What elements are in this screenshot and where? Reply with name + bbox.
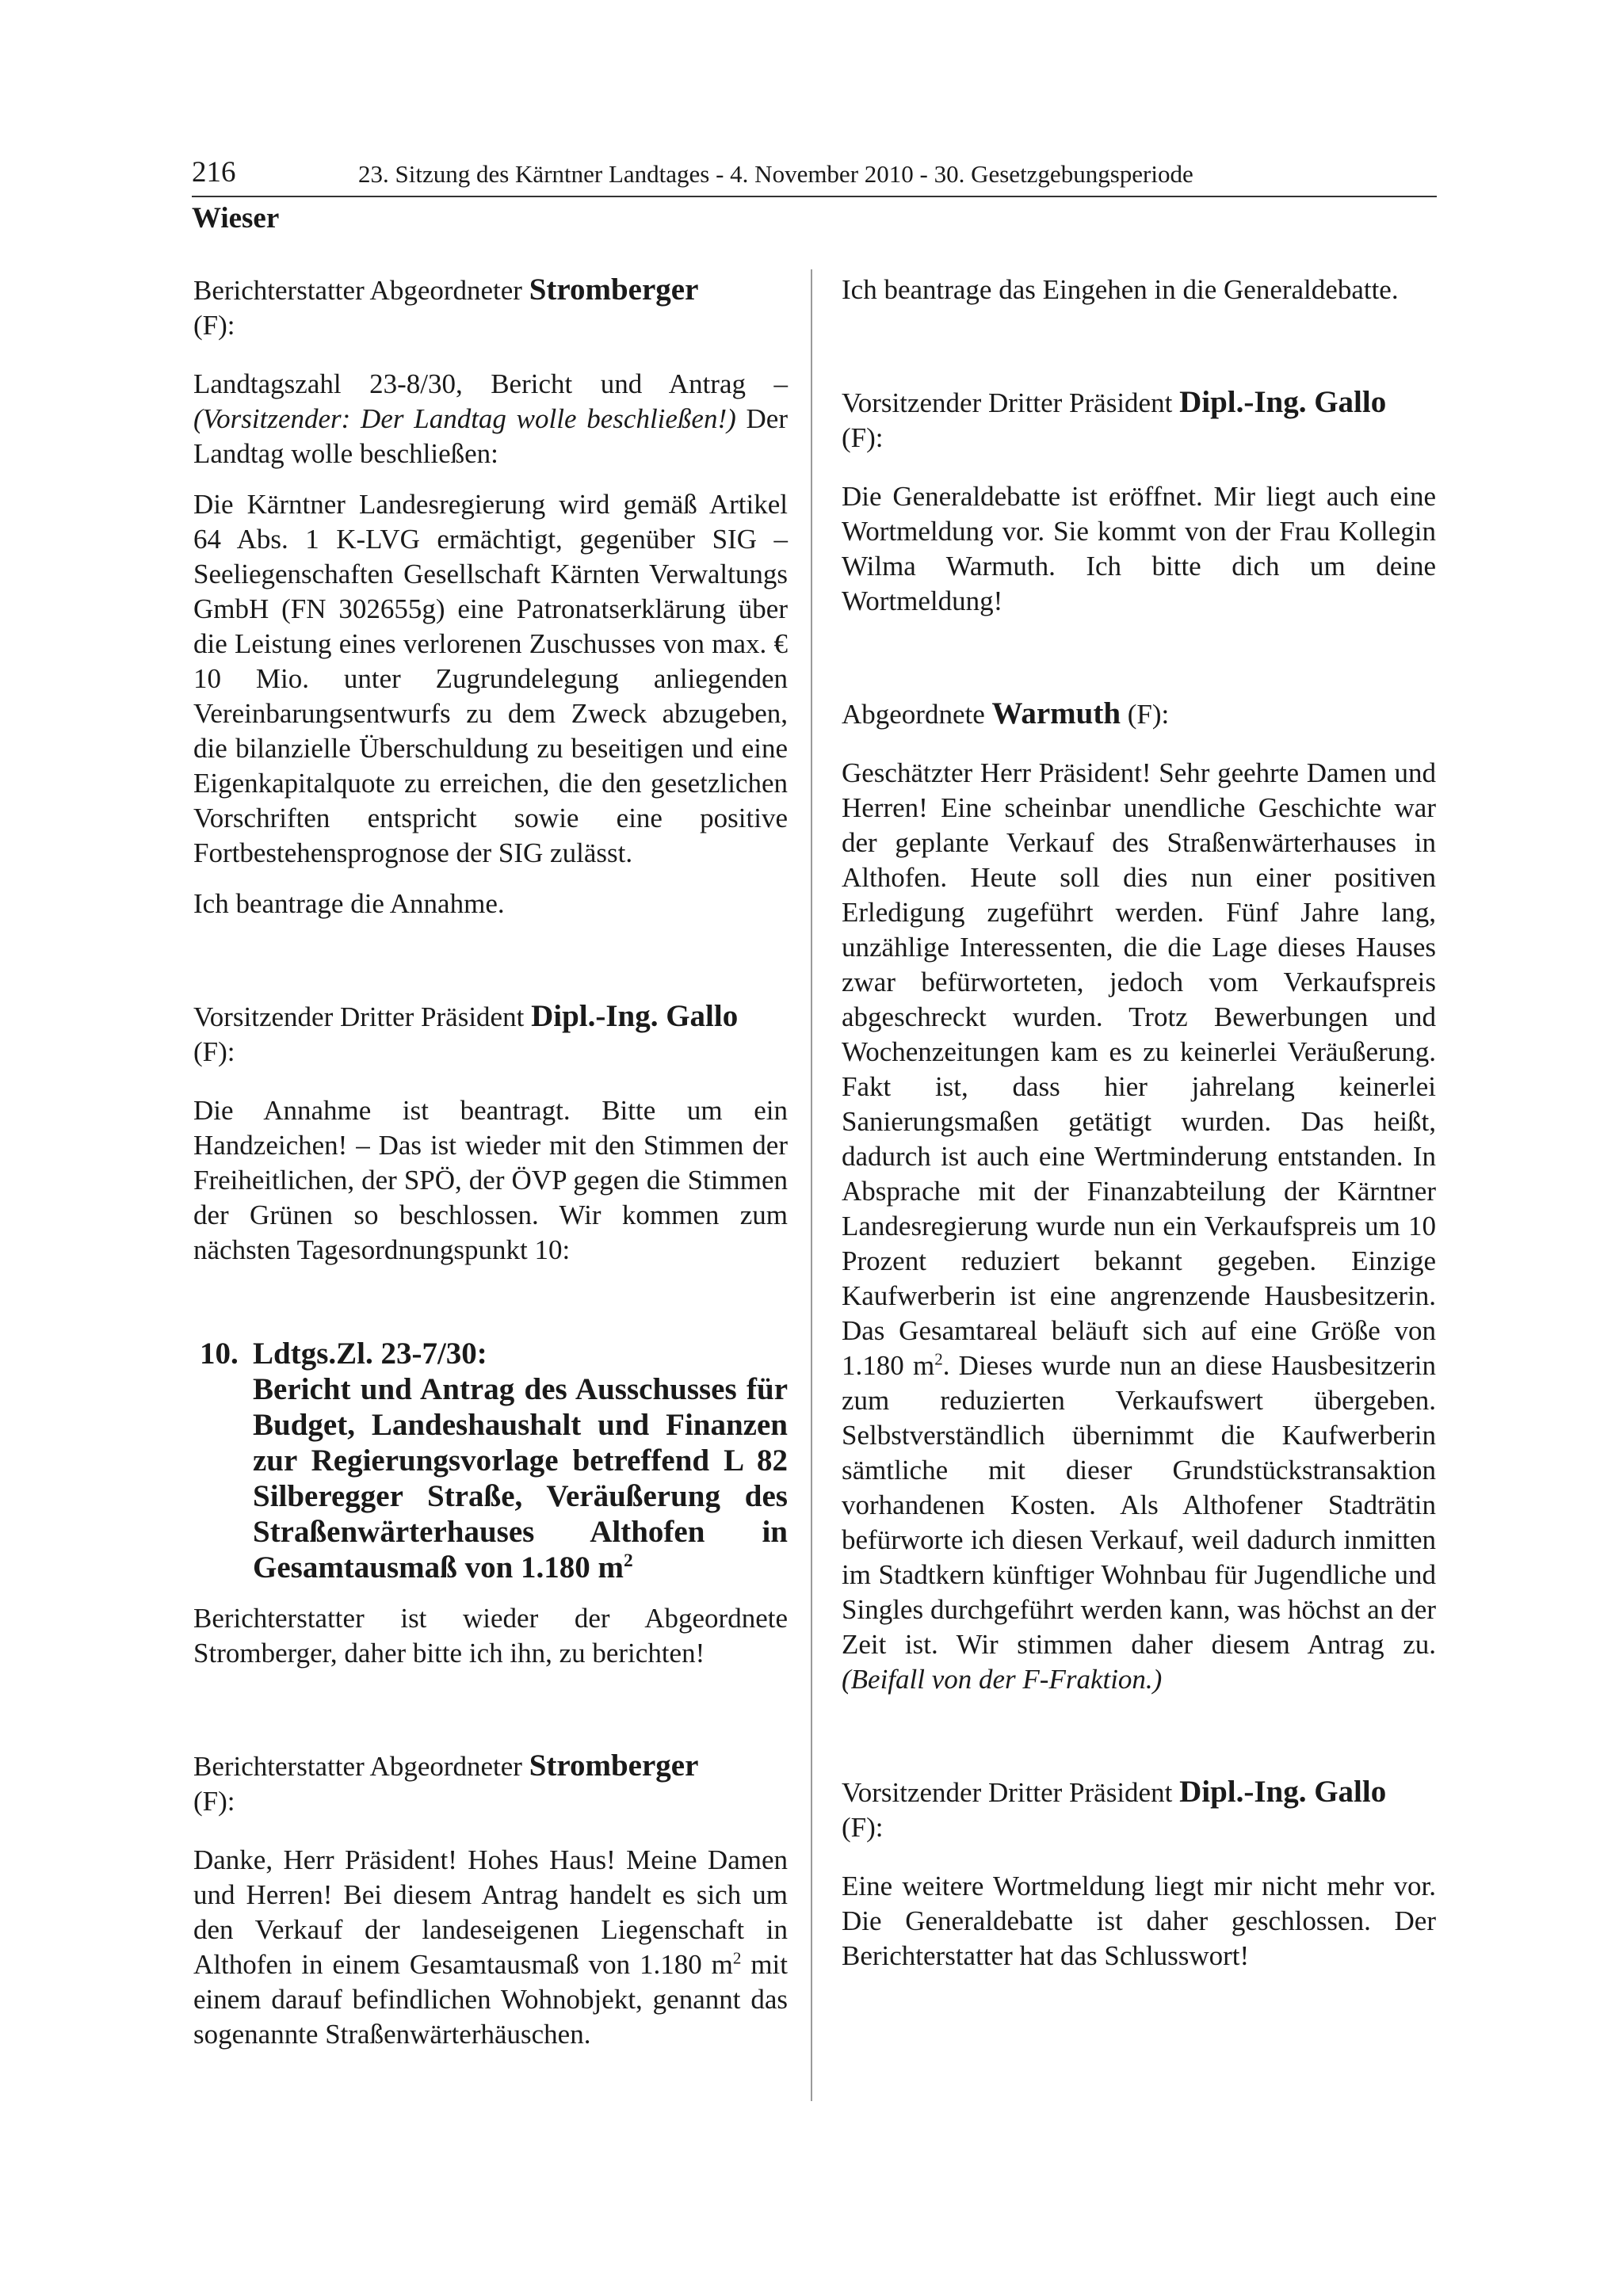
paragraph: Berichterstatter ist wieder der Abgeordnete Stromberger, daher bitte ich ihn, zu berichten!	[193, 1603, 788, 1669]
speaker-role: Vorsitzender Dritter Präsident	[842, 387, 1173, 418]
paragraph: Die Generaldebatte ist eröffnet. Mir liegt auch eine Wortmeldung vor. Sie kommt von der Frau Kollegin Wilma Warmuth. Ich bitte dich um deine Wortmeldung!	[842, 481, 1436, 616]
agenda-item	[193, 1336, 788, 1585]
speaker-party: (F):	[1127, 699, 1170, 730]
speaker-name: Warmuth	[991, 696, 1121, 730]
paragraph	[193, 1843, 788, 2052]
speaker-heading	[842, 1775, 1436, 1845]
speaker-role: Abgeordnete	[842, 699, 985, 730]
paragraph: Die Annahme ist beantragt. Bitte um ein Handzeichen! – Das ist wieder mit den Stimmen der Freiheitlichen, der SPÖ, der ÖVP gegen die Stimmen der Grünen so beschlossen. Wir kommen zum nächsten Tagesordnungspunkt 10:	[193, 1095, 788, 1265]
column-divider	[811, 269, 812, 2101]
speaker-party: (F):	[842, 422, 884, 453]
paragraph-italic: (Vorsitzender: Der Landtag wolle beschließen!)	[193, 403, 736, 434]
paragraph: Die Kärntner Landesregierung wird gemäß Artikel 64 Abs. 1 K-LVG ermächtigt, gegenüber SIG – Seeliegenschaften Gesellschaft Kärnten Verwaltungs GmbH (FN 302655g) eine Patronatserklärung über die Leistung eines verlorenen Zuschusses von max. € 10 Mio. unter Zugrundelegung anliegenden Vereinbarungsentwurfs zu dem Zweck abzugeben, die bilanzielle Überschuldung zu beseitigen und eine Eigenkapitalquote zu erreichen, die den gesetzlichen Vorschriften entspricht sowie eine positive Fortbestehensprognose der SIG zulässt.	[193, 489, 788, 868]
paragraph	[193, 367, 788, 471]
speaker-heading	[193, 273, 788, 343]
paragraph-text: Danke, Herr Präsident! Hohes Haus! Meine Damen und Herren! Bei diesem Antrag handelt es sich um den Verkauf der landeseigenen Liegenschaft in Althofen in einem Gesamtausmaß von 1.180 m	[193, 1844, 788, 1980]
header-rule	[192, 196, 1437, 197]
agenda-text	[253, 1371, 788, 1585]
speaker-party: (F):	[193, 310, 235, 341]
paragraph	[842, 756, 1436, 1697]
speaker-heading	[193, 1749, 788, 1819]
speaker-party: (F):	[193, 1036, 235, 1067]
speaker-heading	[842, 385, 1436, 456]
speaker-role: Vorsitzender Dritter Präsident	[193, 1001, 525, 1032]
speaker-name: Stromberger	[529, 1749, 699, 1783]
paragraph-text: Geschätzter Herr Präsident! Sehr geehrte Damen und Herren! Eine scheinbar unendliche Geschichte war der geplante Verkauf des Straßenwärterhauses in Althofen. Heute soll dies nun einer positiven Erledigung zugeführt werden. Fünf Jahre lang, unzählige Interessenten, die die Lage dieses Hauses zwar befürworteten, jedoch vom Verkaufspreis abgeschreckt wurden. Trotz Bewerbungen und Wochenzeitungen kam es zu keinerlei Veräußerung. Fakt ist, dass hier jahrelang keinerlei Sanierungsmaßen getätigt wurden. Das heißt, dadurch ist auch eine Wertminderung entstanden. In Absprache mit der Finanzabteilung der Kärntner Landesregierung wurde nun ein Verkaufspreis um 10 Prozent reduziert bekannt gegeben. Einzige Kaufwerberin ist eine angrenzende Hausbesitzerin. Das Gesamtareal beläuft sich auf eine Größe von 1.180 m	[842, 757, 1436, 1381]
speaker-heading	[842, 696, 1436, 732]
paragraph-text: Der Landtag wolle beschließen:	[193, 403, 788, 469]
speaker-role: Berichterstatter Abgeordneter	[193, 1751, 522, 1782]
speaker-name: Dipl.-Ing. Gallo	[1179, 1775, 1387, 1809]
agenda-number: 10.	[200, 1337, 239, 1371]
paragraph: Ich beantrage die Annahme.	[193, 888, 505, 919]
agenda-title: Ldtgs.Zl. 23-7/30:	[253, 1337, 487, 1371]
speaker-party: (F):	[193, 1786, 235, 1817]
paragraph-text: . Dieses wurde nun an diese Hausbesitzerin zum reduzierten Verkaufswert übergeben. Selbstverständlich übernimmt die Kaufwerberin sämtliche mit dieser Grundstückstransaktion vorhandenen Kosten. Als Althofener Stadträtin befürworte ich diesen Verkauf, weil dadurch inmitten im Stadtkern künftiger Wohnbau für Jugendliche und Singles durchgeführt werden kann, was höchst an der Zeit ist. Wir stimmen daher diesem Antrag zu.	[842, 1350, 1436, 1660]
paragraph-text: mit einem darauf befindlichen Wohnobjekt, genannt das sogenannte Straßenwärterhäuschen.	[193, 1949, 788, 2050]
speaker-name: Dipl.-Ing. Gallo	[1179, 385, 1387, 419]
paragraph-superscript: 2	[732, 1948, 742, 1968]
paragraph-text: Landtagszahl 23-8/30, Bericht und Antrag –	[193, 368, 788, 399]
paragraph: Eine weitere Wortmeldung liegt mir nicht mehr vor. Die Generaldebatte ist daher geschlossen. Der Berichterstatter hat das Schlusswort!	[842, 1871, 1436, 1971]
speaker-name: Stromberger	[529, 273, 699, 307]
paragraph-italic: (Beifall von der F-Fraktion.)	[842, 1664, 1163, 1695]
running-header-title: 23. Sitzung des Kärntner Landtages - 4. November 2010 - 30. Gesetzgebungsperiode	[358, 160, 1193, 188]
speaker-role: Vorsitzender Dritter Präsident	[842, 1777, 1173, 1808]
right-column	[842, 273, 1436, 1974]
paragraph: Ich beantrage das Eingehen in die Generaldebatte.	[842, 274, 1399, 305]
running-header-speaker: Wieser	[192, 202, 280, 235]
agenda-superscript: 2	[624, 1550, 633, 1571]
paragraph-superscript: 2	[934, 1349, 943, 1369]
speaker-party: (F):	[842, 1812, 884, 1843]
speaker-name: Dipl.-Ing. Gallo	[531, 999, 739, 1033]
left-column	[193, 273, 788, 2052]
agenda-text-body: Bericht und Antrag des Ausschusses für Budget, Landeshaushalt und Finanzen zur Regierungsvorlage betreffend L 82 Silberegger Straße, Veräußerung des Straßenwärterhauses Althofen in Gesamtausmaß von 1.180 m	[253, 1372, 788, 1585]
speaker-heading	[193, 999, 788, 1070]
speaker-role: Berichterstatter Abgeordneter	[193, 275, 522, 306]
page-number: 216	[192, 156, 236, 189]
